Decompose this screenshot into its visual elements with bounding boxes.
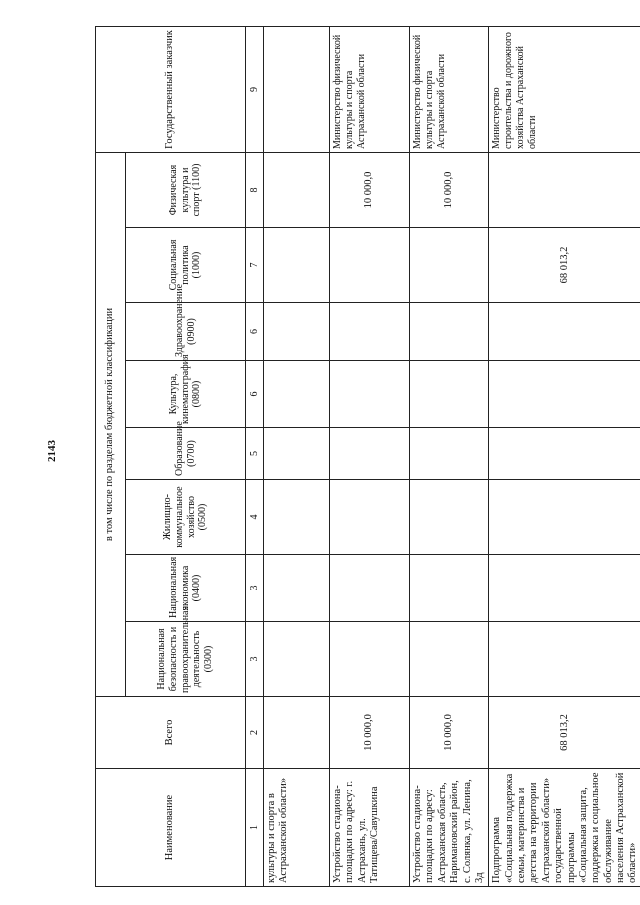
row-cell [489,555,640,622]
row-name: Подпрограмма «Социальная поддержка семьи, материнства и детства на территории Астраханской области» государственной программы «Социальная защита, поддержка и социальное обслуживание населения Астраханской области» [489,769,640,887]
budget-table [95,26,640,887]
row-name: Устройство стадиона-площадки по адресу: Астраханская область, Наримановский район, с. Солянка, ул. Ленина, 3д [410,769,489,887]
row-cell [330,555,410,622]
table-row [330,26,410,886]
row-total: 10 000,0 [330,697,410,769]
col-number: 1 [246,769,264,887]
col-number: 4 [246,480,264,555]
header-name: Наименование [96,769,246,887]
row-name: культуры и спорта в Астраханской области» [264,769,330,887]
row-cell [330,228,410,303]
header-customer: Государственный заказчик [96,26,246,152]
col-number: 7 [246,228,264,303]
row-cell: 10 000,0 [410,152,489,227]
row-cell [264,622,330,697]
row-customer: Министерство физической культуры и спорта Астраханской области [330,26,410,152]
row-name: Устройство стадиона-площадки по адресу: г. Астрахань, ул. Татищева/Савушкина [330,769,410,887]
row-cell [264,152,330,227]
col-number: 3 [246,622,264,697]
row-cell [264,303,330,361]
header-section-0800: Культура, кинематография (0800) [126,361,246,428]
header-section-1100: Физическая культура и спорт (1100) [126,152,246,227]
row-cell: 10 000,0 [330,152,410,227]
row-total [264,697,330,769]
table-row [489,26,640,886]
row-cell [489,622,640,697]
row-cell [330,361,410,428]
row-cell [410,480,489,555]
table-row [264,26,330,886]
budget-table-rotated [95,27,637,887]
row-cell [330,480,410,555]
table-row [410,26,489,886]
row-cell [489,428,640,480]
header-section-1000: Социальная политика (1000) [126,228,246,303]
col-number: 6 [246,361,264,428]
col-number: 8 [246,152,264,227]
row-cell [330,303,410,361]
header-section-0400: Национальная экономика (0400) [126,555,246,622]
header-section-0500: Жилищно-коммунальное хозяйство (0500) [126,480,246,555]
col-number: 6 [246,303,264,361]
row-cell [410,361,489,428]
row-cell [410,303,489,361]
row-cell [489,303,640,361]
row-cell [264,361,330,428]
row-customer: Министерство физической культуры и спорта Астраханской области [410,26,489,152]
row-customer: Министерство строительства и дорожного хозяйства Астраханской области [489,26,640,152]
row-cell [264,428,330,480]
header-group: в том числе по разделам бюджетной классификации [96,152,126,696]
row-cell [264,228,330,303]
row-cell [410,228,489,303]
row-cell [489,152,640,227]
row-cell [410,428,489,480]
row-customer [264,26,330,152]
row-cell [410,622,489,697]
page-number: 2143 [46,440,58,462]
header-section-0700: Образование (0700) [126,428,246,480]
row-cell [330,622,410,697]
col-number: 3 [246,555,264,622]
row-total: 68 013,2 [489,697,640,769]
header-total: Всего [96,697,246,769]
header-section-0300: Национальная безопасность и правоохранительная деятельность (0300) [126,622,246,697]
header-section-0900: Здравоохранение (0900) [126,303,246,361]
row-cell [264,480,330,555]
row-cell [264,555,330,622]
row-cell [330,428,410,480]
row-cell: 68 013,2 [489,228,640,303]
col-number: 9 [246,26,264,152]
row-cell [410,555,489,622]
col-number: 2 [246,697,264,769]
row-total: 10 000,0 [410,697,489,769]
row-cell [489,361,640,428]
row-cell [489,480,640,555]
col-number: 5 [246,428,264,480]
